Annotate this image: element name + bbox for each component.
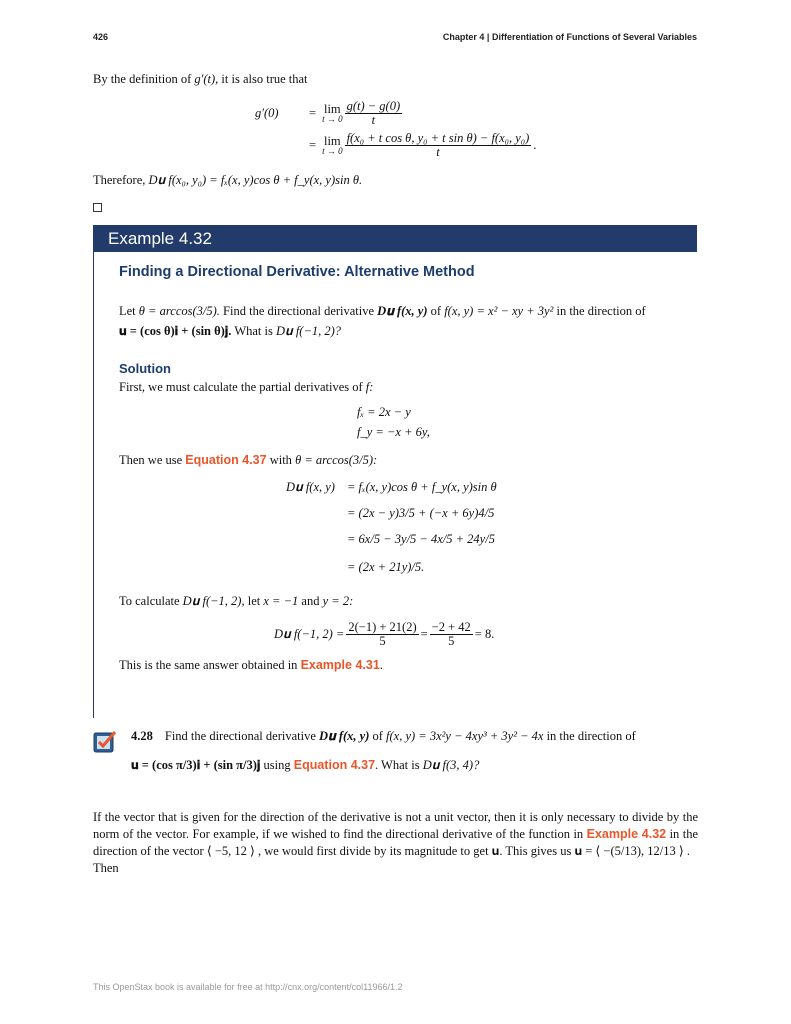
fx-equation: fₓ = 2x − y: [357, 405, 411, 419]
checkpoint-checkbox-icon: [93, 730, 117, 754]
checkpoint-line-1: 4.28 Find the directional derivative D𝐮 f(x, y) of f(x, y) = 3x²y − 4xy³ + 3y² − 4x in the direction of: [131, 729, 636, 743]
derivative-line-3: = 6x/5 − 3y/5 − 4x/5 + 24y/5: [347, 532, 495, 546]
derivative-line-4: = (2x + 21y)/5.: [347, 560, 425, 574]
problem-line-1: Let θ = arccos(3/5). Find the directional derivative D𝐮 f(x, y) of f(x, y) = x² − xy + 3y² in the direction of: [119, 304, 646, 318]
derivative-line-1: = fₓ(x, y)cos θ + f_y(x, y)sin θ: [347, 480, 497, 494]
fy-equation: f_y = −x + 6y,: [357, 425, 430, 439]
equation-4-37-link[interactable]: Equation 4.37: [185, 453, 267, 467]
problem-line-2: 𝐮 = (cos θ)𝐢 + (sin θ)𝐣. What is D𝐮 f(−1, 2)?: [119, 324, 342, 338]
final-computation: D𝐮 f(−1, 2) = $\frac{2(-1) + 21(2)}{5}$ = $\frac{-2 + 42}{5}$ = 8.: [274, 620, 495, 649]
example-title: Finding a Directional Derivative: Alternative Method: [119, 264, 475, 280]
example-border: [93, 252, 94, 718]
to-calculate-line: To calculate D𝐮 f(−1, 2), let x = −1 and y = 2:: [119, 594, 354, 608]
then-use-line: Then we use Equation 4.37 with θ = arccos(3/5):: [119, 453, 378, 467]
equation-4-37-link[interactable]: Equation 4.37: [293, 758, 376, 772]
derivative-line-2: = (2x − y)3/5 + (−x + 6y)4/5: [347, 506, 495, 520]
therefore-line: Therefore, D𝐮 f(x₀, y₀) = fₓ(x, y)cos θ + f_y(x, y)sin θ.: [93, 173, 363, 187]
example-4-31-link[interactable]: Example 4.31: [300, 658, 380, 672]
chapter-header: Chapter 4 | Differentiation of Functions of Several Variables: [442, 32, 697, 42]
same-answer-line: This is the same answer obtained in Example 4.31.: [119, 658, 383, 672]
derivative-lhs: D𝐮 f(x, y): [286, 480, 335, 494]
page-number: 426: [93, 32, 109, 42]
limit-equation-1: g′(0) = lim t → 0 $\frac{g(t) - g(0)}{t}$: [255, 99, 401, 128]
step1-text: First, we must calculate the partial derivatives of f:: [119, 380, 374, 394]
limit-equation-2: = lim t → 0 $\frac{\text{f(x₀ + t cos θ, y₀ + t sin θ) − f(x₀, y₀)}}{t}$ .: [309, 131, 537, 160]
end-of-proof-square: [93, 203, 102, 212]
intro-text: By the definition of g′(t), it is also true that: [93, 72, 308, 86]
example-header: Example 4.32: [93, 225, 697, 252]
footer: This OpenStax book is available for free at http://cnx.org/content/col11966/1.2: [93, 982, 403, 992]
example-4-32-link[interactable]: Example 4.32: [586, 827, 667, 841]
solution-label: Solution: [119, 361, 171, 376]
body-paragraph: If the vector that is given for the direction of the derivative is not a unit vector, then it is only necessary to divide by the norm of the vector. For example, if we wished to find the directional derivative of the function in Example 4.32 in the direction of the vector ⟨ −5, 12 ⟩ , we would first divide by its magnitude to get 𝐮. This gives us 𝐮 = ⟨ −(5/13), 12/13 ⟩ . Then: [93, 810, 699, 875]
checkpoint-line-2: 𝐮 = (cos π/3)𝐢 + (sin π/3)𝐣 using Equation 4.37. What is D𝐮 f(3, 4)?: [131, 758, 480, 772]
